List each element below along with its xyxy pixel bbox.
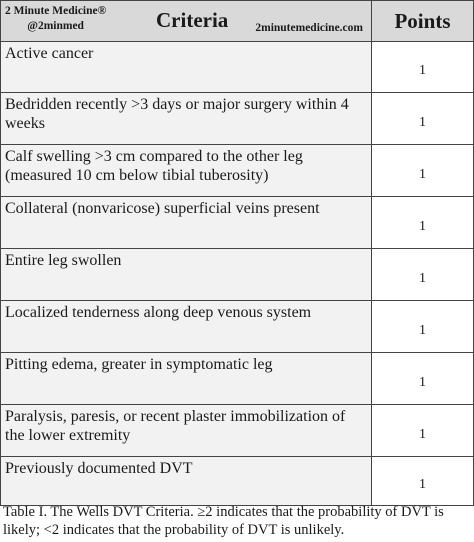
points-cell: 1 xyxy=(372,42,474,93)
table-row xyxy=(1,249,474,301)
criterion-cell: Entire leg swollen xyxy=(1,249,372,301)
criteria-rows xyxy=(1,42,474,506)
table-row xyxy=(1,405,474,457)
points-cell: 1 xyxy=(372,93,474,145)
brand-handle: @2minmed xyxy=(27,20,84,32)
table-row xyxy=(1,457,474,506)
criteria-header-cell xyxy=(1,1,372,42)
table-row xyxy=(1,93,474,145)
criterion-cell: Localized tenderness along deep venous system xyxy=(1,301,372,353)
points-cell: 1 xyxy=(372,405,474,457)
points-cell: 1 xyxy=(372,197,474,249)
criterion-cell: Active cancer xyxy=(1,42,372,93)
table-row xyxy=(1,353,474,405)
points-column-title: Points xyxy=(372,1,474,42)
criterion-cell: Collateral (nonvaricose) superficial veins present xyxy=(1,197,372,249)
table-row xyxy=(1,197,474,249)
criterion-cell: Bedridden recently >3 days or major surgery within 4 weeks xyxy=(1,93,372,145)
criterion-cell: Paralysis, paresis, or recent plaster immobilization of the lower extremity xyxy=(1,405,372,457)
table-caption: Table I. The Wells DVT Criteria. ≥2 indicates that the probability of DVT is likely; <2 indicates that the probability of DVT is unlikely. xyxy=(3,504,444,538)
points-cell: 1 xyxy=(372,145,474,197)
points-cell: 1 xyxy=(372,249,474,301)
points-cell: 1 xyxy=(372,457,474,506)
brand-block xyxy=(5,4,106,34)
site-url: 2minutemedicine.com xyxy=(255,22,363,34)
points-cell: 1 xyxy=(372,301,474,353)
criterion-cell: Previously documented DVT xyxy=(1,457,372,506)
criterion-cell: Pitting edema, greater in symptomatic leg xyxy=(1,353,372,405)
table-row xyxy=(1,42,474,93)
brand-name: 2 Minute Medicine® xyxy=(5,5,107,17)
criterion-cell: Calf swelling >3 cm compared to the other leg (measured 10 cm below tibial tuberosity) xyxy=(1,145,372,197)
points-cell: 1 xyxy=(372,353,474,405)
criteria-column-title: Criteria xyxy=(156,8,229,32)
table-row xyxy=(1,301,474,353)
table-header-row xyxy=(1,1,474,42)
table-row xyxy=(1,145,474,197)
